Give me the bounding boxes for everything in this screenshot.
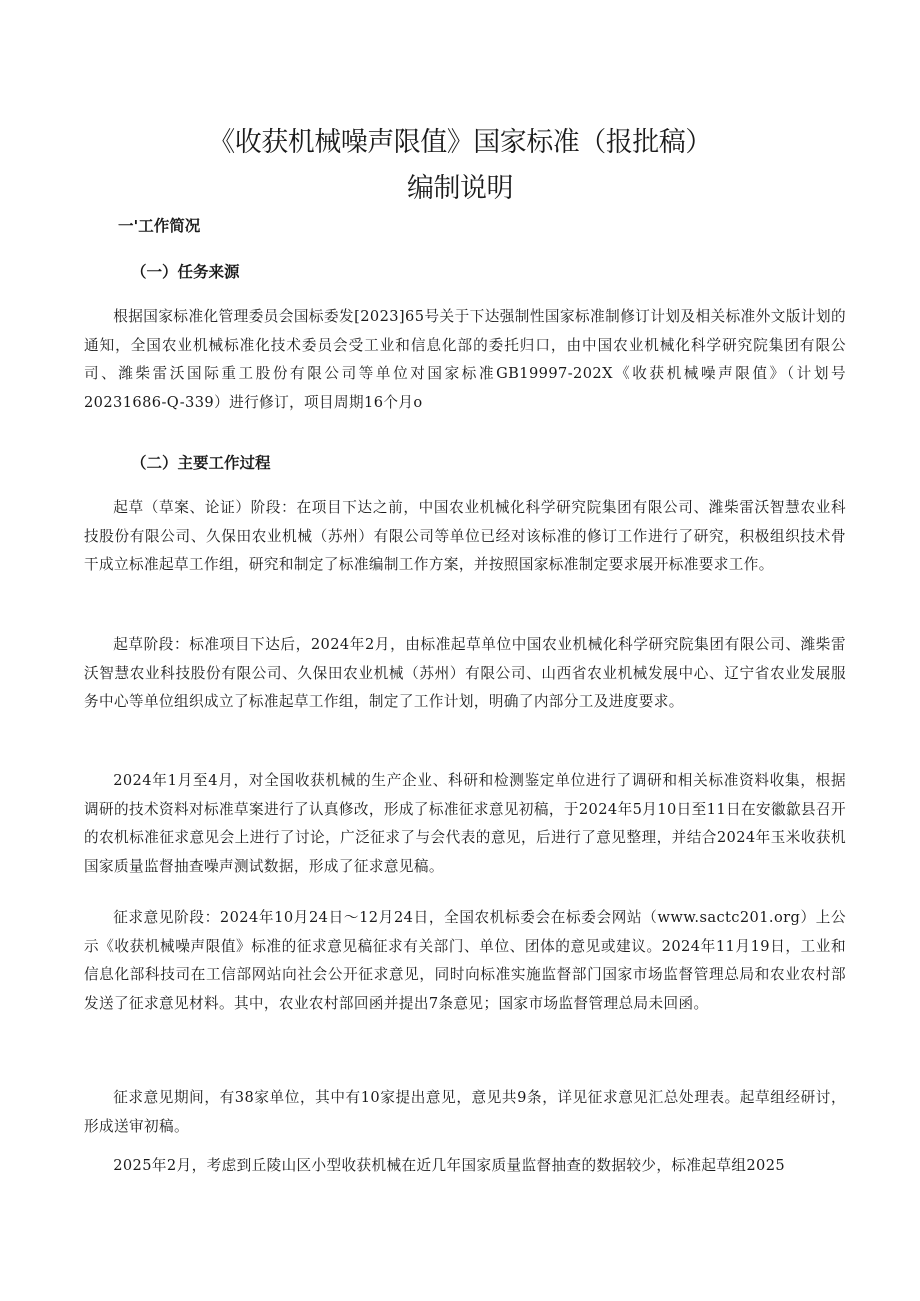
paragraph-drafting-stage: 起草阶段：标准项目下达后，2024年2月，由标准起草单位中国农业机械化科学研究院集团有限公司、潍柴雷沃智慧农业科技股份有限公司、久保田农业机械（苏州）有限公司、山西省农业机械发展中心、辽宁省农业发展服务中心等单位组织成立了标准起草工作组，制定了工作计划，明确了内部分工及进度要求。	[84, 636, 846, 711]
paragraph-drafting-stage-preliminary: 起草（草案、论证）阶段：在项目下达之前，中国农业机械化科学研究院集团有限公司、潍柴雷沃智慧农业科技股份有限公司、久保田农业机械（苏州）有限公司等单位已经对该标准的修订工作进行了研究，积极组织技术骨干成立标准起草工作组，研究和制定了标准编制工作方案，并按照国家标准制定要求展开标准要求工作。	[84, 499, 846, 574]
subsection-heading-work-process: （二）主要工作过程	[131, 454, 271, 472]
paragraph-consultation-stage: 征求意见阶段：2024年10月24日～12月24日，全国农机标委会在标委会网站（www.sactc201.org）上公示《收获机械噪声限值》标准的征求意见稿征求有关部门、单位、团体的意见或建议。2024年11月19日，工业和信息化部科技司在工信部网站向社会公开征求意见，同时向标准实施监督部门国家市场监督管理总局和农业农村部发送了征求意见材料。其中，农业农村部回函并提出7条意见；国家市场监督管理总局未回函。	[84, 909, 846, 1012]
paragraph-task-source: 根据国家标准化管理委员会国标委发[2023]65号关于下达强制性国家标准制修订计划及相关标准外文版计划的通知，全国农业机械标准化技术委员会受工业和信息化部的委托归口，由中国农业机械化科学研究院集团有限公司、潍柴雷沃国际重工股份有限公司等单位对国家标准GB19997-202X《收获机械噪声限值》（计划号20231686-Q-339）进行修订，项目周期16个月o	[84, 308, 846, 411]
section-heading-work-overview: 一'工作简况	[118, 217, 201, 235]
document-subtitle: 编制说明	[407, 173, 513, 204]
paragraph-feb-2025: 2025年2月，考虑到丘陵山区小型收获机械在近几年国家质量监督抽查的数据较少，标准起草组2025	[113, 1157, 786, 1174]
document-title: 《收获机械噪声限值》国家标准（报批稿）	[208, 127, 712, 158]
paragraph-research-2024: 2024年1月至4月，对全国收获机械的生产企业、科研和检测鉴定单位进行了调研和相关标准资料收集，根据调研的技术资料对标准草案进行了认真修改，形成了标准征求意见初稿，于2024年5月10日至11日在安徽歙县召开的农机标准征求意见会上进行了讨论，广泛征求了与会代表的意见，后进行了意见整理，并结合2024年玉米收获机国家质量监督抽查噪声测试数据，形成了征求意见稿。	[84, 772, 846, 875]
paragraph-consultation-results: 征求意见期间，有38家单位，其中有10家提出意见，意见共9条，详见征求意见汇总处理表。起草组经研讨，形成送审初稿。	[84, 1089, 846, 1135]
subsection-heading-task-source: （一）任务来源	[131, 263, 240, 281]
